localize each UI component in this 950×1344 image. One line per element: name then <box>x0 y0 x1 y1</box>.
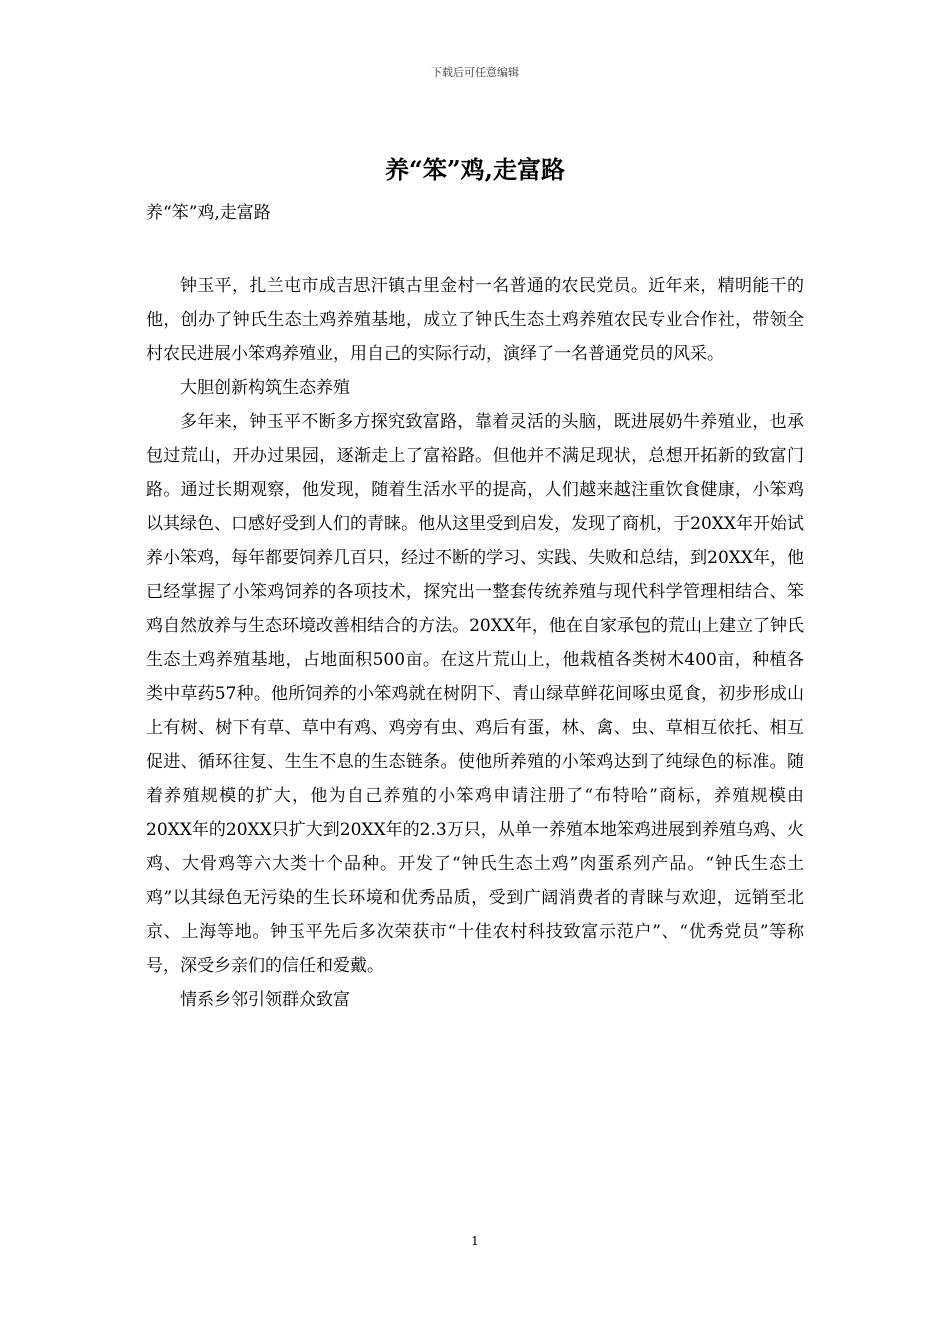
page-number: 1 <box>471 1234 479 1248</box>
subtitle: 养“笨”鸡,走富路 <box>146 203 271 223</box>
paragraph-intro: 钟玉平，扎兰屯市成吉思汗镇古里金村一名普通的农民党员。近年来，精明能干的他，创办了钟氏生态土鸡养殖基地，成立了钟氏生态土鸡养殖农民专业合作社，带领全村农民进展小笨鸡养殖业，用自己的实际行动，演绎了一名普通党员的风采。 <box>146 276 804 364</box>
body-text <box>146 269 804 1017</box>
section-heading-neighbors: 情系乡邻引领群众致富 <box>180 990 350 1010</box>
section-heading-innovation: 大胆创新构筑生态养殖 <box>180 378 350 398</box>
header-note: 下载后可任意编辑 <box>431 66 519 79</box>
page-title: 养“笨”鸡,走富路 <box>385 155 565 184</box>
paragraph-innovation: 多年来，钟玉平不断多方探究致富路，靠着灵活的头脑，既进展奶牛养殖业，也承包过荒山，开办过果园，逐渐走上了富裕路。但他并不满足现状，总想开拓新的致富门路。通过长期观察，他发现，随着生活水平的提高，人们越来越注重饮食健康，小笨鸡以其绿色、口感好受到人们的青睐。他从这里受到启发，发现了商机，于20XX年开始试养小笨鸡，每年都要饲养几百只，经过不断的学习、实践、失败和总结，到20XX年，他已经掌握了小笨鸡饲养的各项技术，探究出一整套传统养殖与现代科学管理相结合、笨鸡自然放养与生态环境改善相结合的方法。20XX年，他在自家承包的荒山上建立了钟氏生态土鸡养殖基地，占地面积500亩。在这片荒山上，他栽植各类树木400亩，种植各类中草药57种。他所饲养的小笨鸡就在树阴下、青山绿草鲜花间啄虫觅食，初步形成山上有树、树下有草、草中有鸡、鸡旁有虫、鸡后有蛋，林、禽、虫、草相互依托、相互促进、循环往复、生生不息的生态链条。使他所养殖的小笨鸡达到了纯绿色的标准。随着养殖规模的扩大，他为自己养殖的小笨鸡申请注册了“布特哈”商标，养殖规模由20XX年的20XX只扩大到20XX年的2.3万只，从单一养殖本地笨鸡进展到养殖乌鸡、火鸡、大骨鸡等六大类十个品种。开发了“钟氏生态土鸡”肉蛋系列产品。“钟氏生态土鸡”以其绿色无污染的生长环境和优秀品质，受到广阔消费者的青睐与欢迎，远销至北京、上海等地。钟玉平先后多次荣获市“十佳农村科技致富示范户”、“优秀党员”等称号，深受乡亲们的信任和爱戴。 <box>146 412 804 976</box>
